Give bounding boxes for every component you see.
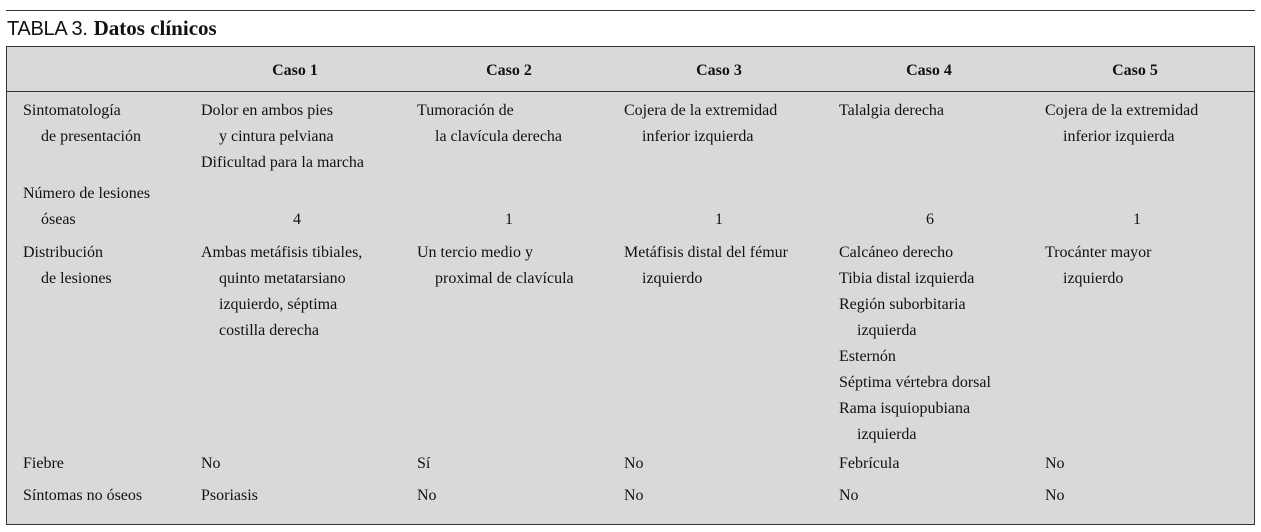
cell-numero-lesiones-caso-4: 6 [926, 211, 934, 228]
cell-distribucion-caso-2: Un tercio medio y proximal de clavícula [417, 244, 574, 287]
cell-sintomas-no-oseos-caso-2: No [417, 487, 437, 504]
table-caption [7, 15, 217, 42]
cell-sintomatologia-caso-4: Talalgia derecha [839, 102, 945, 119]
cell-fiebre-caso-4: Febrícula [839, 455, 900, 472]
clinical-data-table [6, 46, 1255, 525]
row-label-numero-lesiones: Número de lesiones óseas [23, 185, 151, 228]
column-header-caso-4: Caso 4 [906, 62, 952, 79]
top-rule [6, 10, 1255, 11]
header-divider [7, 91, 1254, 92]
cell-sintomatologia-caso-3: Cojera de la extremidad inferior izquierda [624, 102, 778, 145]
cell-fiebre-caso-5: No [1045, 455, 1065, 472]
row-label-fiebre: Fiebre [23, 455, 64, 472]
row-label-sintomatologia: Sintomatología de presentación [23, 102, 141, 145]
table-label: TABLA 3. [7, 18, 88, 40]
cell-numero-lesiones-caso-2: 1 [505, 211, 513, 228]
cell-numero-lesiones-caso-1: 4 [293, 211, 301, 228]
cell-sintomatologia-caso-2: Tumoración de la clavícula derecha [417, 102, 563, 145]
cell-numero-lesiones-caso-5: 1 [1133, 211, 1141, 228]
column-header-caso-1: Caso 1 [272, 62, 318, 79]
cell-distribucion-caso-1: Ambas metáfisis tibiales, quinto metatarsiano izquierdo, séptima costilla derecha [201, 244, 363, 339]
column-header-caso-2: Caso 2 [486, 62, 532, 79]
table-title: Datos clínicos [93, 16, 217, 40]
column-header-caso-3: Caso 3 [696, 62, 742, 79]
cell-sintomas-no-oseos-caso-3: No [624, 487, 644, 504]
cell-distribucion-caso-4: Calcáneo derecho Tibia distal izquierda Región suborbitaria izquierda Esternón Séptima vértebra dorsal Rama isquiopubiana izquierda [839, 244, 991, 443]
cell-fiebre-caso-3: No [624, 455, 644, 472]
cell-numero-lesiones-caso-3: 1 [715, 211, 723, 228]
column-header-caso-5: Caso 5 [1112, 62, 1158, 79]
cell-sintomas-no-oseos-caso-4: No [839, 487, 859, 504]
row-label-distribucion: Distribución de lesiones [23, 244, 112, 287]
cell-fiebre-caso-1: No [201, 455, 221, 472]
row-label-sintomas-no-oseos: Síntomas no óseos [23, 487, 143, 504]
cell-sintomas-no-oseos-caso-1: Psoriasis [201, 487, 258, 504]
cell-distribucion-caso-3: Metáfisis distal del fémur izquierdo [624, 244, 788, 287]
cell-sintomas-no-oseos-caso-5: No [1045, 487, 1065, 504]
cell-sintomatologia-caso-5: Cojera de la extremidad inferior izquierda [1045, 102, 1199, 145]
cell-distribucion-caso-5: Trocánter mayor izquierdo [1045, 244, 1152, 287]
cell-sintomatologia-caso-1: Dolor en ambos pies y cintura pelviana Dificultad para la marcha [201, 102, 365, 171]
cell-fiebre-caso-2: Sí [417, 455, 431, 472]
